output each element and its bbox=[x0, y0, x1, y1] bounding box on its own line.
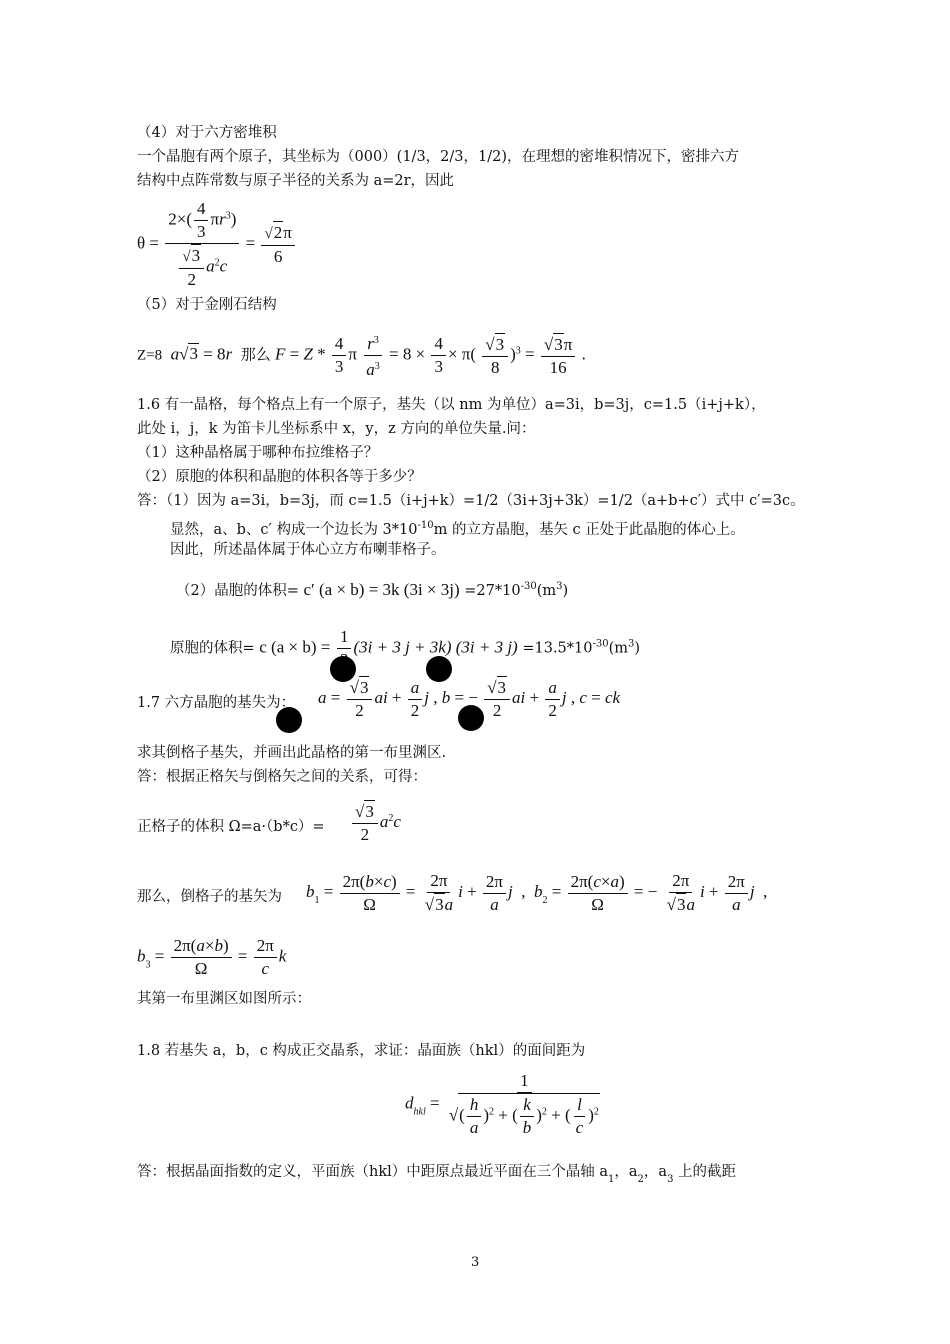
paragraph-line: 结构中点阵常数与原子半径的关系为 a=2r，因此 bbox=[137, 173, 455, 189]
exponent: -10 bbox=[417, 520, 434, 531]
paragraph-line: 一个晶胞有两个原子，其坐标为（000）(1/3，2/3，1/2)，在理想的密堆积情况下，密排六方 bbox=[137, 149, 739, 165]
primitive-volume-line: 原胞的体积= c (a × b) = 1 (3i + 3 j + 3k) (3i + 3 $j) =13.5*10^{-30}(m^3)$ bbox=[170, 627, 641, 657]
line-4-heading: （4）对于六方密堆积 bbox=[137, 125, 277, 141]
subscript: 2 bbox=[637, 1174, 644, 1185]
page-number: 3 bbox=[471, 1255, 480, 1270]
cell-volume-label: （2）晶胞的体积= bbox=[176, 583, 299, 599]
paragraph-line: 其第一布里渊区如图所示： bbox=[137, 991, 311, 1007]
lattice-volume-label: 正格子的体积 Ω=a·（b*c）= bbox=[137, 819, 325, 835]
formula-hex-basis: a = $\frac{√3}{2}$ ai + $\frac{a}{2}$ j , b = − $\frac{√3}{2}$ ai + $\frac{a}{2}$ j , c = ck bbox=[318, 677, 621, 720]
answer-text: ，a bbox=[614, 1164, 638, 1180]
answer-line: 答：根据正格矢与倒格矢之间的关系，可得： bbox=[137, 769, 427, 785]
paragraph-line: 求其倒格子基失，并画出此晶格的第一布里渊区. bbox=[137, 745, 447, 761]
exponent: 3 bbox=[628, 638, 635, 650]
answer-text: 上的截距 bbox=[673, 1164, 737, 1180]
problem-1-6: 1.6 有一晶格，每个格点上有一个原子，基失（以 nm 为单位）a=3i，b=3j，c=1.5（i+j+k）， bbox=[137, 397, 766, 413]
cell-volume-expr: c′ (a × b) = 3k (3i × 3j) bbox=[303, 580, 460, 599]
reciprocal-label: 那么，倒格子的基矢为 bbox=[137, 889, 282, 905]
question-2: （2）原胞的体积和晶胞的体积各等于多少？ bbox=[137, 469, 422, 485]
unit: ) bbox=[634, 640, 641, 657]
line-5-heading: （5）对于金刚石结构 bbox=[137, 297, 277, 313]
answer-line bbox=[170, 517, 745, 539]
exponent: 3 bbox=[556, 581, 563, 592]
question-1: （1）这种晶格属于哪种布拉维格子？ bbox=[137, 445, 379, 461]
theta-label: θ = bbox=[137, 233, 159, 253]
paragraph-line: 此处 i，j，k 为笛卡儿坐标系中 x，y，z 方向的单位失量.问： bbox=[137, 421, 536, 437]
formula-lattice-volume: $\frac{√3}{2}$ $a^2c$ bbox=[350, 800, 401, 846]
answer-text: 显然，a、b、c′ 构成一个边长为 3*10 bbox=[170, 522, 418, 538]
subscript: 1 bbox=[608, 1174, 615, 1185]
cell-volume-line bbox=[176, 578, 568, 600]
unit: ) bbox=[562, 583, 569, 599]
answer-line: 因此，所述晶体属于体心立方布喇菲格子。 bbox=[170, 542, 446, 558]
cell-volume-value: =27*10 bbox=[464, 583, 521, 599]
answer-text: m 的立方晶胞，基矢 c 正处于此晶胞的体心上。 bbox=[433, 522, 745, 538]
answer-text: 答：根据晶面指数的定义，平面族（hkl）中距原点最近平面在三个晶轴 a bbox=[137, 1164, 609, 1180]
formula-d-hkl: $d_{hkl}$ = 1 √( $\frac{h}{a}$ )$^2$ + ( $\frac{k}{b}$ )$^2$ + ( $\frac{l}{c}$ )$^2$ bbox=[405, 1071, 599, 1137]
subscript: 3 bbox=[667, 1174, 674, 1185]
answer-line bbox=[137, 1163, 736, 1189]
problem-1-8: 1.8 若基失 a，b，c 构成正交晶系，求证：晶面族（hkl）的面间距为 bbox=[137, 1043, 586, 1059]
primitive-volume-expr: c (a × b) = bbox=[259, 637, 331, 657]
formula-b1-b2: $b_1$ = $\frac{2\pi(b\times c)}{\Omega}$ = $\frac{2\pi}{√3a}$ i + $\frac{2\pi}{a}$ j , $b_2$ = $\frac{2\pi(c\times a)}{\Omega}$ = − $\frac{2\pi}{√3a}$ i + $\frac{2\pi}{a}$ j , bbox=[306, 871, 768, 914]
answer-text: ，a bbox=[643, 1164, 668, 1180]
primitive-volume-value: =13.5*10 bbox=[522, 640, 593, 657]
formula-diamond: Z=8 a√3 = 8r 那么 F = Z * $\frac{4}{3}$ π $\frac{r^3}{a^3}$ = 8 × $\frac{4}{3}$ × π( $\frac{√3}{8}$ )$^3$ = $\frac{√3\pi}{16}$ . bbox=[137, 330, 586, 381]
answer-line: 答：（1）因为 a=3i，b=3j，而 c=1.5（i+j+k）=1/2（3i+3j+3k）=1/2（a+b+c′）式中 c′=3c。 bbox=[137, 493, 805, 509]
unit: (m bbox=[608, 640, 628, 657]
problem-1-7: 1.7 六方晶胞的基失为： bbox=[137, 695, 296, 711]
formula-theta: θ = 2×( $\frac{4}{3}$ $\pi r^3$) $\frac{√3}{2}$ $a^2c$ = $\frac{√2\pi}{6}$ bbox=[137, 198, 297, 291]
then-label: 那么 bbox=[240, 347, 271, 364]
formula-b3: $b_3$ = $\frac{2\pi(a\times b)}{\Omega}$ = $\frac{2\pi}{c}$ k bbox=[137, 936, 287, 978]
z-label: Z=8 bbox=[137, 347, 163, 364]
unit: (m bbox=[536, 583, 557, 599]
primitive-volume-label: 原胞的体积= bbox=[170, 640, 255, 657]
exponent: -30 bbox=[520, 581, 537, 592]
exponent: -30 bbox=[592, 638, 609, 650]
